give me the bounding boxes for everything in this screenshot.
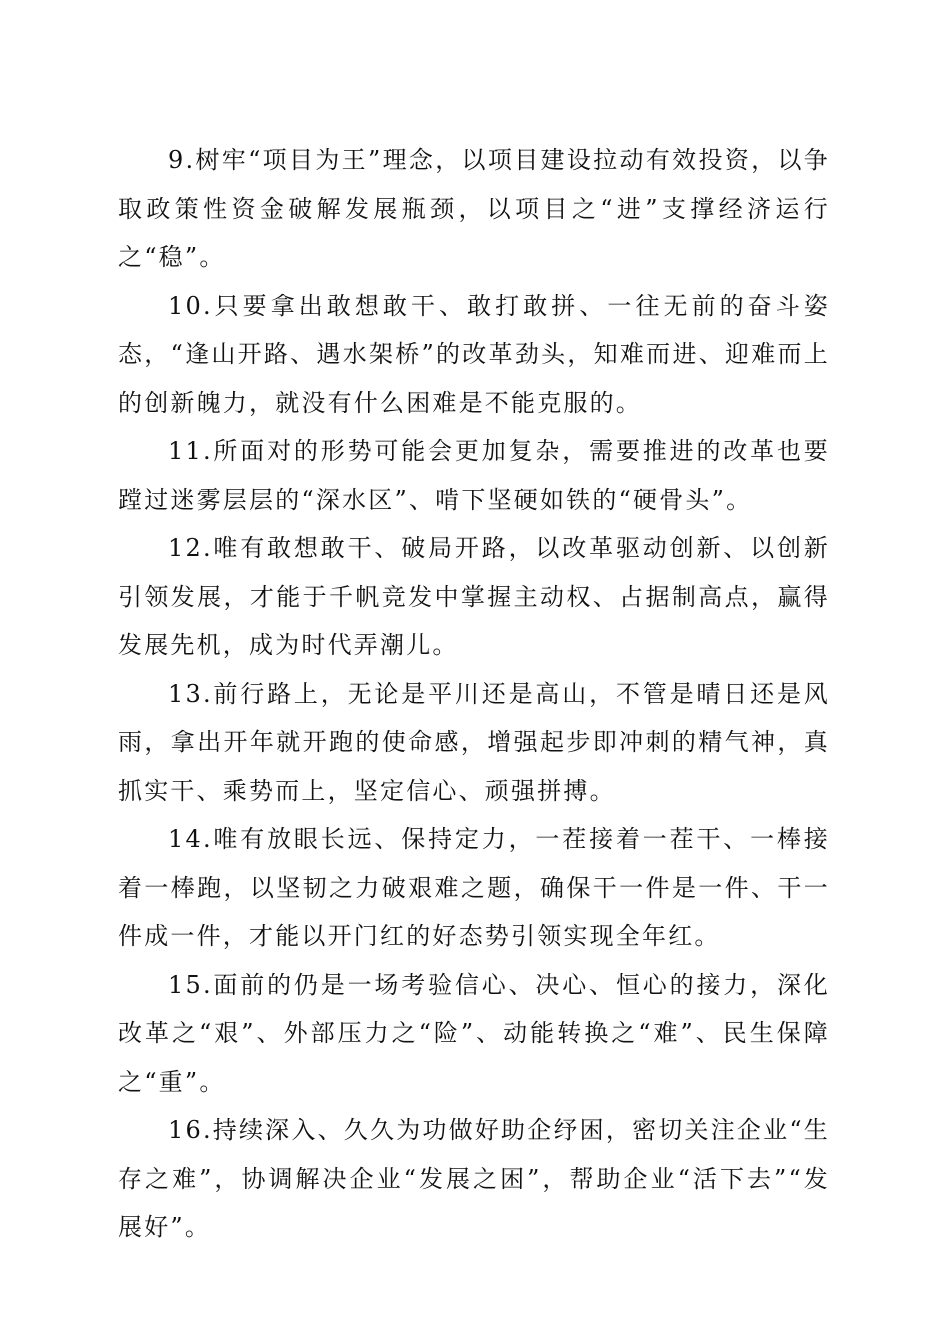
paragraph-16: 16.持续深入、久久为功做好助企纾困，密切关注企业“生存之难”，协调解决企业“发展之困”，帮助企业“活下去”“发展好”。 <box>118 1116 830 1241</box>
paragraph-13: 13.前行路上，无论是平川还是高山，不管是晴日还是风雨，拿出开年就开跑的使命感，增强起步即冲刺的精气神，真抓实干、乘势而上，坚定信心、顽强拼搏。 <box>118 679 830 805</box>
paragraph-10: 10.只要拿出敢想敢干、敢打敢拼、一往无前的奋斗姿态，“逢山开路、遇水架桥”的改革劲头，知难而进、迎难而上的创新魄力，就没有什么困难是不能克服的。 <box>118 291 830 417</box>
paragraph-14: 14.唯有放眼长远、保持定力，一茬接着一茬干、一棒接着一棒跑，以坚韧之力破艰难之题，确保干一件是一件、干一件成一件，才能以开门红的好态势引领实现全年红。 <box>118 825 830 950</box>
paragraph-11: 11.所面对的形势可能会更加复杂，需要推进的改革也要蹚过迷雾层层的“深水区”、啃下坚硬如铁的“硬骨头”。 <box>118 437 830 514</box>
document-body <box>118 136 830 1252</box>
paragraph-15: 15.面前的仍是一场考验信心、决心、恒心的接力，深化改革之“艰”、外部压力之“险”、动能转换之“难”、民生保障之“重”。 <box>118 970 830 1096</box>
paragraph-12: 12.唯有敢想敢干、破局开路，以改革驱动创新、以创新引领发展，才能于千帆竞发中掌握主动权、占据制高点，赢得发展先机，成为时代弄潮儿。 <box>118 534 830 659</box>
paragraph-9: 9.树牢“项目为王”理念，以项目建设拉动有效投资，以争取政策性资金破解发展瓶颈，以项目之“进”支撑经济运行之“稳”。 <box>118 146 830 271</box>
